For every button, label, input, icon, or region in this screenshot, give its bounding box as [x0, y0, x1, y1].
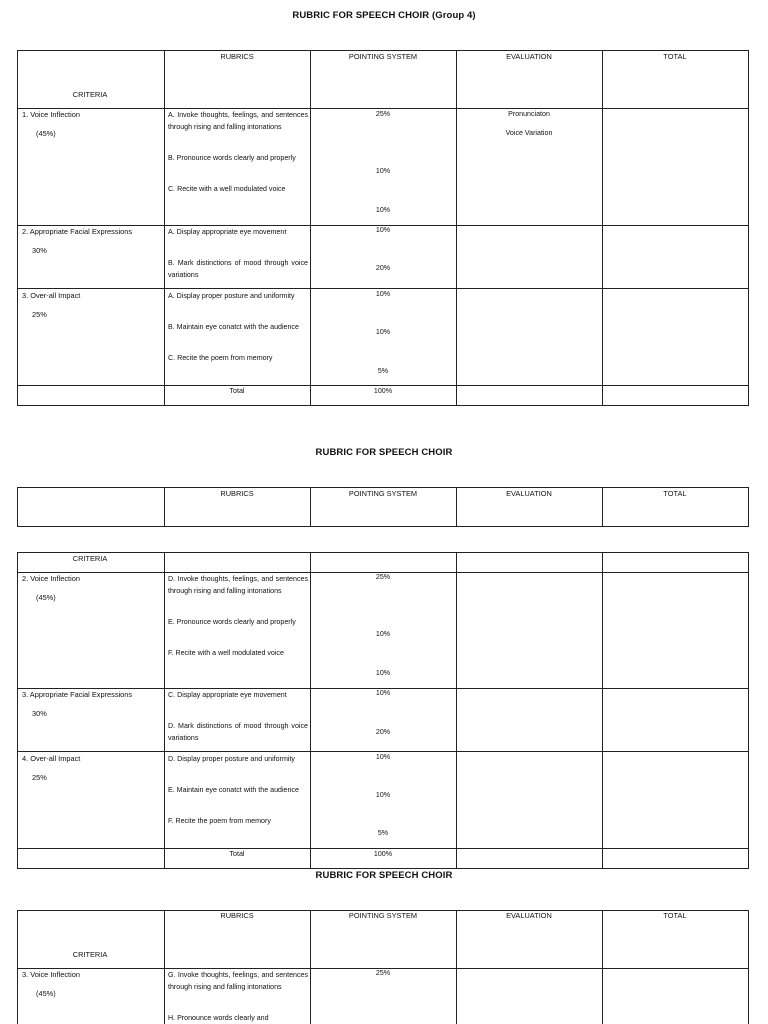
- section2-row2-rubric-c: C. Display appropriate eye movement: [168, 691, 287, 699]
- section2-header-total: TOTAL: [663, 489, 687, 498]
- section2-row3-criterion: 4. Over-all Impact: [22, 754, 81, 763]
- section3-row1-weight: (45%): [36, 989, 56, 998]
- section3-header-criteria: CRITERIA: [72, 950, 108, 959]
- section2-row3-rubric-f: F. Recite the poem from memory: [168, 817, 271, 825]
- section1-row3-rubric-b: B. Maintain eye conatct with the audience: [168, 323, 299, 331]
- section1-total-value: 100%: [373, 387, 393, 395]
- section2-row2-criterion: 3. Appropriate Facial Expressions: [22, 690, 133, 699]
- section3-title: RUBRIC FOR SPEECH CHOIR: [315, 870, 453, 881]
- section2-row1-rubric-d: D. Invoke thoughts, feelings, and sentences through rising and falling intonations: [168, 575, 308, 595]
- section2-row2-points-d: 20%: [375, 728, 391, 736]
- section1-row3-rubric-a: A. Display proper posture and uniformity: [168, 292, 295, 300]
- section1-row3-points-b: 10%: [375, 328, 391, 336]
- section1-row2-points-b: 20%: [375, 264, 391, 272]
- section2-row3-points-f: 5%: [377, 829, 389, 837]
- section3-header-points: POINTING SYSTEM: [348, 911, 418, 920]
- section1-row1-evaluation-1: Pronunciaton: [508, 110, 550, 118]
- section2-row3-rubric-d: D. Display proper posture and uniformity: [168, 755, 295, 763]
- section1-header-rubrics: RUBRICS: [220, 52, 254, 61]
- section1-row1-evaluation-2: Voice Variation: [505, 129, 553, 137]
- section3-header-total: TOTAL: [663, 911, 687, 920]
- section1-row1-weight: (45%): [36, 129, 56, 138]
- section2-total-label: Total: [229, 850, 245, 858]
- section3-row1-criterion: 3. Voice Inflection: [22, 970, 80, 979]
- section2-row1-points-d: 25%: [375, 573, 391, 581]
- section1-header-total: TOTAL: [663, 52, 687, 61]
- section2-total-value: 100%: [373, 850, 393, 858]
- section2-row1-weight: (45%): [36, 593, 56, 602]
- section2-row1-rubric-e: E. Pronounce words clearly and properly: [168, 618, 296, 626]
- section2-header-points: POINTING SYSTEM: [348, 489, 418, 498]
- section2-row1-rubric-f: F. Recite with a well modulated voice: [168, 649, 284, 657]
- section1-row1-rubric-c: C. Recite with a well modulated voice: [168, 185, 286, 193]
- section1-row1-criterion: 1. Voice Inflection: [22, 110, 80, 119]
- section1-row2-rubric-b: B. Mark distinctions of mood through voice variations: [168, 259, 308, 279]
- section3-row1-rubric-h: H. Pronounce words clearly and: [168, 1014, 269, 1022]
- section1-row2-points-a: 10%: [375, 226, 391, 234]
- section2-row1-points-e: 10%: [375, 630, 391, 638]
- section1-row1-rubric-b: B. Pronounce words clearly and properly: [168, 154, 296, 162]
- section1-row1-points-c: 10%: [375, 206, 391, 214]
- section1-row3-weight: 25%: [32, 310, 47, 319]
- section1-row1-rubric-a: A. Invoke thoughts, feelings, and sentences through rising and falling intonations: [168, 111, 308, 131]
- section1-row2-weight: 30%: [32, 246, 47, 255]
- section2-row1-criterion: 2. Voice Inflection: [22, 574, 80, 583]
- section2-row2-points-c: 10%: [375, 689, 391, 697]
- section2-row2-rubric-d: D. Mark distinctions of mood through voice variations: [168, 722, 308, 742]
- section2-row1-points-f: 10%: [375, 669, 391, 677]
- section1-row3-points-a: 10%: [375, 290, 391, 298]
- section1-row2-criterion: 2. Appropriate Facial Expressions: [22, 227, 133, 236]
- section1-header-evaluation: EVALUATION: [506, 52, 552, 61]
- section1-row3-rubric-c: C. Recite the poem from memory: [168, 354, 273, 362]
- section3-header-rubrics: RUBRICS: [220, 911, 254, 920]
- section3-header-evaluation: EVALUATION: [506, 911, 552, 920]
- section2-header-evaluation: EVALUATION: [506, 489, 552, 498]
- section1-row1-points-a: 25%: [375, 110, 391, 118]
- section2-row2-weight: 30%: [32, 709, 47, 718]
- section1-row3-points-c: 5%: [377, 367, 389, 375]
- section1-header-points: POINTING SYSTEM: [348, 52, 418, 61]
- section3-row1-points-g: 25%: [375, 969, 391, 977]
- section1-row2-rubric-a: A. Display appropriate eye movement: [168, 228, 287, 236]
- section2-row3-weight: 25%: [32, 773, 47, 782]
- section2-header-criteria: CRITERIA: [72, 554, 108, 563]
- section1-title: RUBRIC FOR SPEECH CHOIR (Group 4): [292, 10, 476, 21]
- section1-total-label: Total: [229, 387, 245, 395]
- section1-header-criteria: CRITERIA: [72, 90, 108, 99]
- section1-row1-points-b: 10%: [375, 167, 391, 175]
- section2-row3-points-e: 10%: [375, 791, 391, 799]
- section1-row3-criterion: 3. Over-all Impact: [22, 291, 81, 300]
- section3-row1-rubric-g: G. Invoke thoughts, feelings, and sentences through rising and falling intonations: [168, 971, 308, 991]
- section2-title: RUBRIC FOR SPEECH CHOIR: [315, 447, 453, 458]
- section2-row3-points-d: 10%: [375, 753, 391, 761]
- section2-row3-rubric-e: E. Maintain eye conatct with the audience: [168, 786, 299, 794]
- section2-header-rubrics: RUBRICS: [220, 489, 254, 498]
